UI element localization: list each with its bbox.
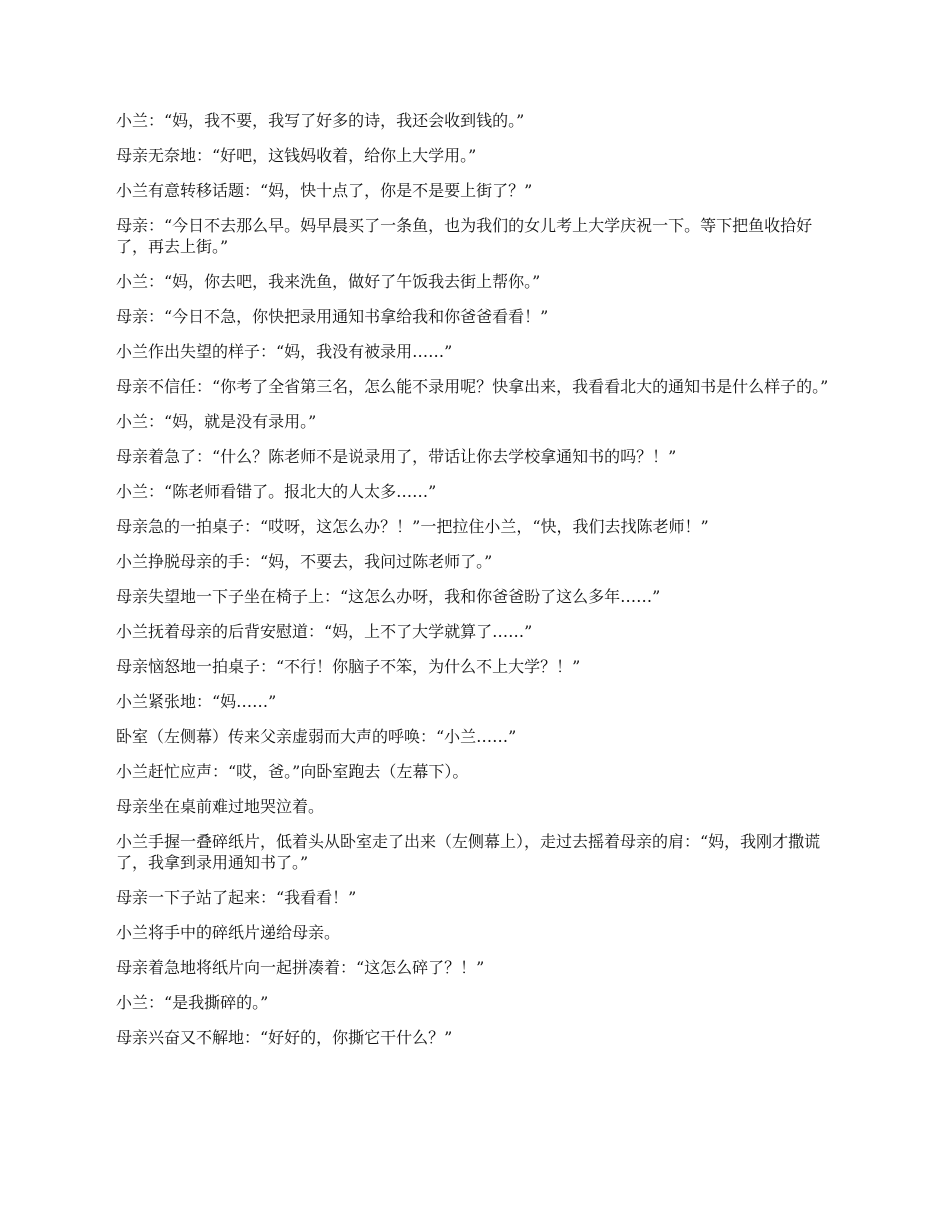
paragraph: 小兰赶忙应声：“哎，爸。”向卧室跑去（左幕下）。	[116, 762, 469, 781]
paragraph: 母亲恼怒地一拍桌子：“不行！你脑子不笨，为什么不上大学？！”	[116, 657, 581, 676]
paragraph: 小兰：“妈，我不要，我写了好多的诗，我还会收到钱的。”	[116, 111, 525, 130]
paragraph: 母亲一下子站了起来：“我看看！”	[116, 888, 357, 907]
paragraph: 小兰：“是我撕碎的。”	[116, 993, 269, 1012]
paragraph: 母亲无奈地：“好吧，这钱妈收着，给你上大学用。”	[116, 146, 477, 165]
paragraph: 母亲不信任：“你考了全省第三名，怎么能不录用呢？快拿出来，我看看北大的通知书是什么样子的。”	[116, 377, 829, 396]
paragraph: 小兰挣脱母亲的手：“妈，不要去，我问过陈老师了。”	[116, 552, 493, 571]
paragraph: 母亲急的一拍桌子：“哎呀，这怎么办？！”一把拉住小兰，“快，我们去找陈老师！”	[116, 517, 709, 536]
paragraph: 小兰手握一叠碎纸片，低着头从卧室走了出来（左侧幕上），走过去摇着母亲的肩：“妈，我刚才撒谎了，我拿到录用通知书了。”	[116, 832, 821, 872]
paragraph: 母亲：“今日不急，你快把录用通知书拿给我和你爸爸看看！”	[116, 307, 549, 326]
paragraph: 母亲着急地将纸片向一起拼凑着：“这怎么碎了？！”	[116, 958, 485, 977]
paragraph: 小兰作出失望的样子：“妈，我没有被录用……”	[116, 342, 453, 361]
document-body	[116, 110, 834, 1062]
paragraph: 小兰：“陈老师看错了。报北大的人太多……”	[116, 482, 437, 501]
paragraph: 小兰：“妈，就是没有录用。”	[116, 412, 317, 431]
paragraph: 小兰抚着母亲的后背安慰道：“妈，上不了大学就算了……”	[116, 622, 533, 641]
paragraph: 小兰有意转移话题：“妈，快十点了，你是不是要上街了？”	[116, 181, 533, 200]
paragraph: 母亲兴奋又不解地：“好好的，你撕它干什么？”	[116, 1028, 453, 1047]
paragraph: 小兰：“妈，你去吧，我来洗鱼，做好了午饭我去街上帮你。”	[116, 272, 541, 291]
paragraph: 小兰紧张地：“妈……”	[116, 692, 277, 711]
paragraph: 母亲着急了：“什么？陈老师不是说录用了，带话让你去学校拿通知书的吗？！”	[116, 447, 677, 466]
paragraph: 小兰将手中的碎纸片递给母亲。	[116, 923, 341, 942]
paragraph: 母亲坐在桌前难过地哭泣着。	[116, 797, 325, 816]
paragraph: 卧室（左侧幕）传来父亲虚弱而大声的呼唤：“小兰……”	[116, 727, 517, 746]
paragraph: 母亲失望地一下子坐在椅子上：“这怎么办呀，我和你爸爸盼了这么多年……”	[116, 587, 661, 606]
paragraph: 母亲：“今日不去那么早。妈早晨买了一条鱼，也为我们的女儿考上大学庆祝一下。等下把鱼收拾好了，再去上街。”	[116, 216, 813, 256]
